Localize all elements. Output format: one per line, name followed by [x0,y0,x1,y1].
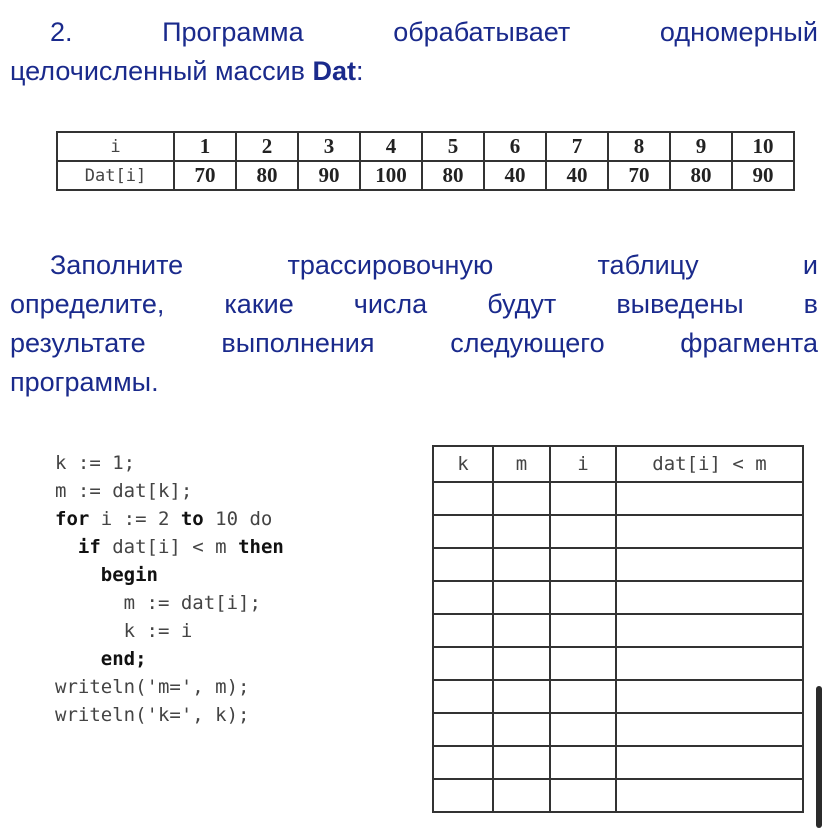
index-row [57,132,794,161]
task-statement [10,13,818,91]
index-row-label: i [57,132,174,161]
trace-cell-m[interactable] [493,614,550,647]
instruction-word: результате [10,328,146,358]
keyword-for: for [55,508,90,530]
instruction-line-3 [10,324,818,363]
task-line-1 [10,13,818,52]
code-text: k := 1; [55,452,136,474]
trace-cell-condition[interactable] [616,614,803,647]
task-text: целочисленный массив [10,56,313,86]
trace-cell-condition[interactable] [616,680,803,713]
code-line [55,701,284,729]
trace-cell-condition[interactable] [616,713,803,746]
value-cell: 90 [298,161,360,190]
value-cell: 100 [360,161,422,190]
instruction-word: и [802,250,818,280]
instruction-word: таблицу [597,250,699,280]
index-cell: 1 [174,132,236,161]
code-line [55,561,284,589]
array-name: Dat [312,56,357,86]
code-line [55,617,284,645]
instruction-word: какие [224,289,294,319]
trace-row [433,680,803,713]
trace-cell-k[interactable] [433,482,493,515]
keyword-end: end; [100,648,147,670]
trace-cell-k[interactable] [433,647,493,680]
instruction-text [10,246,818,402]
trace-cell-k[interactable] [433,779,493,812]
trace-cell-m[interactable] [493,548,550,581]
trace-cell-i[interactable] [550,746,616,779]
index-cell: 9 [670,132,732,161]
code-text: m := dat[i]; [123,592,261,614]
code-text: writeln('k=', k); [55,704,250,726]
trace-cell-k[interactable] [433,713,493,746]
code-line [55,477,284,505]
instruction-word: выведены [616,289,744,319]
trace-row [433,647,803,680]
trace-cell-condition[interactable] [616,647,803,680]
trace-cell-m[interactable] [493,581,550,614]
keyword-then: then [238,536,284,558]
trace-cell-k[interactable] [433,581,493,614]
trace-cell-k[interactable] [433,614,493,647]
value-cell: 80 [422,161,484,190]
trace-cell-condition[interactable] [616,581,803,614]
trace-cell-i[interactable] [550,581,616,614]
code-text: dat[i] < m [100,536,239,558]
index-cell: 3 [298,132,360,161]
trace-row [433,515,803,548]
keyword-to: to [180,508,204,530]
trace-row [433,713,803,746]
trace-table [432,445,804,813]
trace-row [433,746,803,779]
code-line [55,673,284,701]
trace-cell-k[interactable] [433,548,493,581]
index-cell: 6 [484,132,546,161]
trace-body [433,482,803,812]
instruction-word: определите, [10,289,165,319]
code-text: k := i [123,620,193,642]
trace-cell-i[interactable] [550,614,616,647]
value-cell: 40 [484,161,546,190]
trace-cell-condition[interactable] [616,779,803,812]
index-cell: 10 [732,132,794,161]
code-text: 10 do [203,508,273,530]
instruction-word: программы. [10,367,159,397]
trace-cell-m[interactable] [493,680,550,713]
index-cell: 8 [608,132,670,161]
value-cell: 40 [546,161,608,190]
task-line-2 [10,52,818,91]
trace-cell-k[interactable] [433,680,493,713]
trace-cell-m[interactable] [493,779,550,812]
code-line [55,589,284,617]
code-line [55,645,284,673]
instruction-word: выполнения [221,328,375,358]
value-cell: 80 [236,161,298,190]
trace-cell-m[interactable] [493,713,550,746]
code-text: m := dat[k]; [55,480,193,502]
trace-cell-m[interactable] [493,515,550,548]
code-line [55,449,284,477]
instruction-word: следующего [450,328,605,358]
index-cell: 7 [546,132,608,161]
index-cell: 2 [236,132,298,161]
instruction-line-4 [10,363,818,402]
task-number: 2. [50,17,73,47]
trace-header-k: k [433,446,493,482]
trace-header-condition: dat[i] < m [616,446,803,482]
keyword-if: if [77,536,101,558]
trace-cell-m[interactable] [493,746,550,779]
trace-header-m: m [493,446,550,482]
value-cell: 70 [174,161,236,190]
trace-cell-i[interactable] [550,680,616,713]
value-cell: 80 [670,161,732,190]
value-row-label: Dat[i] [57,161,174,190]
trace-row [433,548,803,581]
code-line [55,533,284,561]
trace-header-row [433,446,803,482]
trace-cell-condition[interactable] [616,548,803,581]
instruction-word: фрагмента [680,328,818,358]
trace-cell-condition[interactable] [616,746,803,779]
instruction-word: числа [353,289,428,319]
instruction-word: в [803,289,818,319]
trace-cell-condition[interactable] [616,515,803,548]
trace-cell-i[interactable] [550,482,616,515]
trace-cell-k[interactable] [433,515,493,548]
instruction-line-2 [10,285,818,324]
trace-cell-i[interactable] [550,548,616,581]
trace-cell-i[interactable] [550,713,616,746]
instruction-line-1 [10,246,818,285]
trace-row [433,779,803,812]
instruction-word: трассировочную [287,250,494,280]
instruction-word: будут [487,289,557,319]
trace-cell-condition[interactable] [616,482,803,515]
task-word: одномерный [659,17,818,47]
value-cell: 70 [608,161,670,190]
index-cell: 5 [422,132,484,161]
code-text: writeln('m=', m); [55,676,250,698]
keyword-begin: begin [100,564,158,586]
trace-cell-i[interactable] [550,779,616,812]
trace-cell-m[interactable] [493,482,550,515]
code-text: i := 2 [89,508,181,530]
data-array-table [56,131,795,191]
value-cell: 90 [732,161,794,190]
program-code [55,449,284,729]
task-colon: : [356,56,364,86]
code-line [55,505,284,533]
trace-cell-i[interactable] [550,515,616,548]
scrollbar[interactable] [816,686,822,828]
instruction-word: Заполните [50,250,184,280]
trace-row [433,614,803,647]
task-word: Программа [162,17,304,47]
trace-row [433,482,803,515]
trace-row [433,581,803,614]
trace-header-i: i [550,446,616,482]
value-row [57,161,794,190]
index-cell: 4 [360,132,422,161]
trace-cell-i[interactable] [550,647,616,680]
trace-cell-k[interactable] [433,746,493,779]
task-word: обрабатывает [393,17,571,47]
trace-cell-m[interactable] [493,647,550,680]
